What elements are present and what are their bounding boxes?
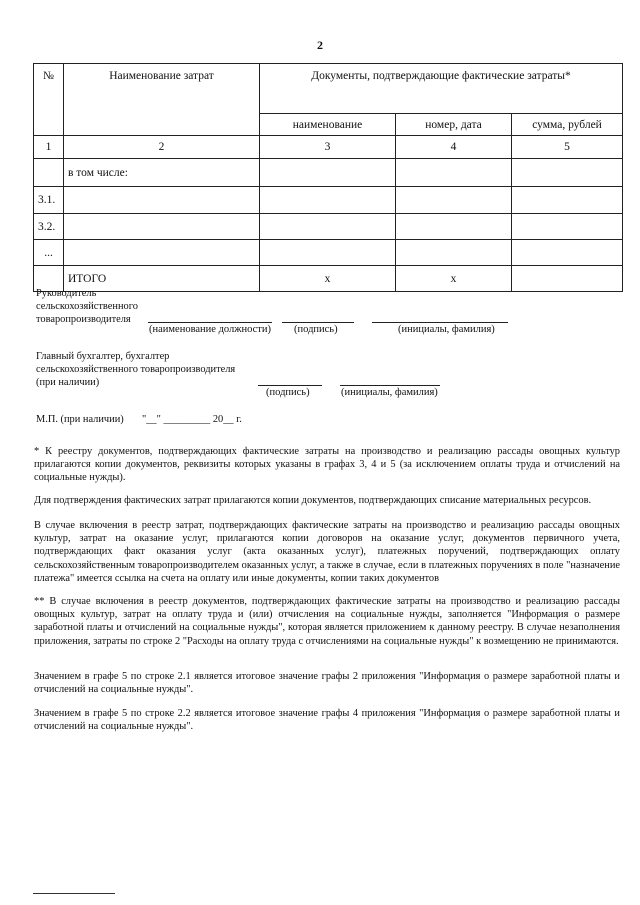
accountant-signature-line bbox=[258, 385, 322, 386]
note-paragraph-2: Для подтверждения фактических затрат прилагаются копии документов, подтверждающих списание материальных ресурсов. bbox=[34, 495, 592, 506]
row-3-2-number: 3.2. bbox=[34, 214, 64, 240]
index-cell: 3 bbox=[260, 136, 396, 159]
table-row bbox=[34, 240, 623, 266]
index-row bbox=[34, 136, 623, 159]
head-title-1: Руководитель bbox=[36, 288, 97, 299]
table-cell bbox=[64, 240, 260, 266]
position-line bbox=[148, 322, 272, 323]
accountant-caption-signature: (подпись) bbox=[266, 387, 310, 398]
table-cell bbox=[396, 214, 512, 240]
table-header-row bbox=[34, 64, 623, 114]
table-cell bbox=[64, 214, 260, 240]
note-paragraph-4: ** В случае включения в реестр документов, подтверждающих фактические затраты на производство и реализацию рассады овощных культур, затрат на оплату труда и (или) отчисления на социальные нужды, заполняется "Информация о размере заработной платы и отчислений на социальные нужды", которая является приложением к данному реестру. В случае незаполнения приложения, затраты по строке 2 "Расходы на оплату труда с отчислениями на социальные нужды" к возмещению не принимаются. bbox=[34, 596, 620, 647]
table-cell bbox=[64, 187, 260, 214]
table-cell bbox=[512, 159, 623, 187]
table-row bbox=[34, 159, 623, 187]
table-cell bbox=[396, 187, 512, 214]
stamp-label: М.П. (при наличии) bbox=[36, 414, 124, 425]
table-cell bbox=[260, 159, 396, 187]
table-row bbox=[34, 187, 623, 214]
initials-line bbox=[372, 322, 508, 323]
total-label: ИТОГО bbox=[64, 266, 260, 292]
page-number: 2 bbox=[317, 38, 323, 52]
signature-line bbox=[282, 322, 354, 323]
header-documents: Документы, подтверждающие фактические затраты* bbox=[260, 64, 623, 114]
table-cell bbox=[512, 214, 623, 240]
date-field: "__" _________ 20__ г. bbox=[142, 414, 242, 425]
table-cell bbox=[512, 187, 623, 214]
index-cell: 5 bbox=[512, 136, 623, 159]
index-cell: 2 bbox=[64, 136, 260, 159]
total-row bbox=[34, 266, 623, 292]
subheader-name: наименование bbox=[260, 114, 396, 136]
table-row bbox=[34, 214, 623, 240]
row-dots: ... bbox=[34, 240, 64, 266]
note-paragraph-3: В случае включения в реестр затрат, подтверждающих фактические затраты на производство и реализацию рассады овощных культур, затрат на оказание услуг, прилагаются копии договоров на оказание услуг, документов первичного учета, подтверждающих факт оказания услуг (акта оказанных услуг), платежных поручений, подтверждающих оплату сельскохозяйственным товаропроизводителем оказанных услуг, а также в случае, если в платежных поручениях в поле "назначение платежа" имеется ссылка на счета на оплату или иные документы, копии таких документов bbox=[34, 520, 620, 584]
table-cell bbox=[260, 214, 396, 240]
caption-position: (наименование должности) bbox=[149, 324, 272, 335]
table-cell bbox=[34, 159, 64, 187]
caption-signature: (подпись) bbox=[294, 324, 338, 335]
footnote-rule bbox=[33, 893, 115, 894]
table-cell bbox=[260, 187, 396, 214]
index-cell: 1 bbox=[34, 136, 64, 159]
subheader-number-date: номер, дата bbox=[396, 114, 512, 136]
table-cell bbox=[260, 240, 396, 266]
accountant-caption-initials: (инициалы, фамилия) bbox=[341, 387, 438, 398]
table-cell bbox=[512, 266, 623, 292]
subheader-sum: сумма, рублей bbox=[512, 114, 623, 136]
accountant-title-3: (при наличии) bbox=[36, 377, 100, 388]
total-x-cell: x bbox=[396, 266, 512, 292]
head-title-3: товаропроизводителя bbox=[36, 314, 131, 325]
table-cell bbox=[396, 159, 512, 187]
table-cell bbox=[396, 240, 512, 266]
header-number: № bbox=[34, 64, 64, 136]
total-x-cell: x bbox=[260, 266, 396, 292]
header-cost-name: Наименование затрат bbox=[64, 64, 260, 136]
table-cell bbox=[512, 240, 623, 266]
note-paragraph-1: * К реестру документов, подтверждающих фактические затраты на производство и реализацию рассады овощных культур прилагаются копии документов, реквизиты которых указаны в графах 3, 4 и 5 (за исключением оплаты труда и отчислений на социальные нужды). bbox=[34, 446, 620, 484]
index-cell: 4 bbox=[396, 136, 512, 159]
accountant-title-1: Главный бухгалтер, бухгалтер bbox=[36, 351, 170, 362]
accountant-title-2: сельскохозяйственного товаропроизводителя bbox=[36, 364, 236, 375]
costs-table bbox=[33, 63, 623, 292]
head-title-2: сельскохозяйственного bbox=[36, 301, 138, 312]
row-3-1-number: 3.1. bbox=[34, 187, 64, 214]
accountant-initials-line bbox=[340, 385, 440, 386]
note-paragraph-6: Значением в графе 5 по строке 2.2 является итоговое значение графы 4 приложения "Информация о размере заработной платы и отчислений на социальные нужды". bbox=[34, 708, 620, 733]
row-including-label: в том числе: bbox=[64, 159, 260, 187]
caption-initials: (инициалы, фамилия) bbox=[398, 324, 495, 335]
note-paragraph-5: Значением в графе 5 по строке 2.1 является итоговое значение графы 2 приложения "Информация о размере заработной платы и отчислений на социальные нужды". bbox=[34, 671, 620, 696]
